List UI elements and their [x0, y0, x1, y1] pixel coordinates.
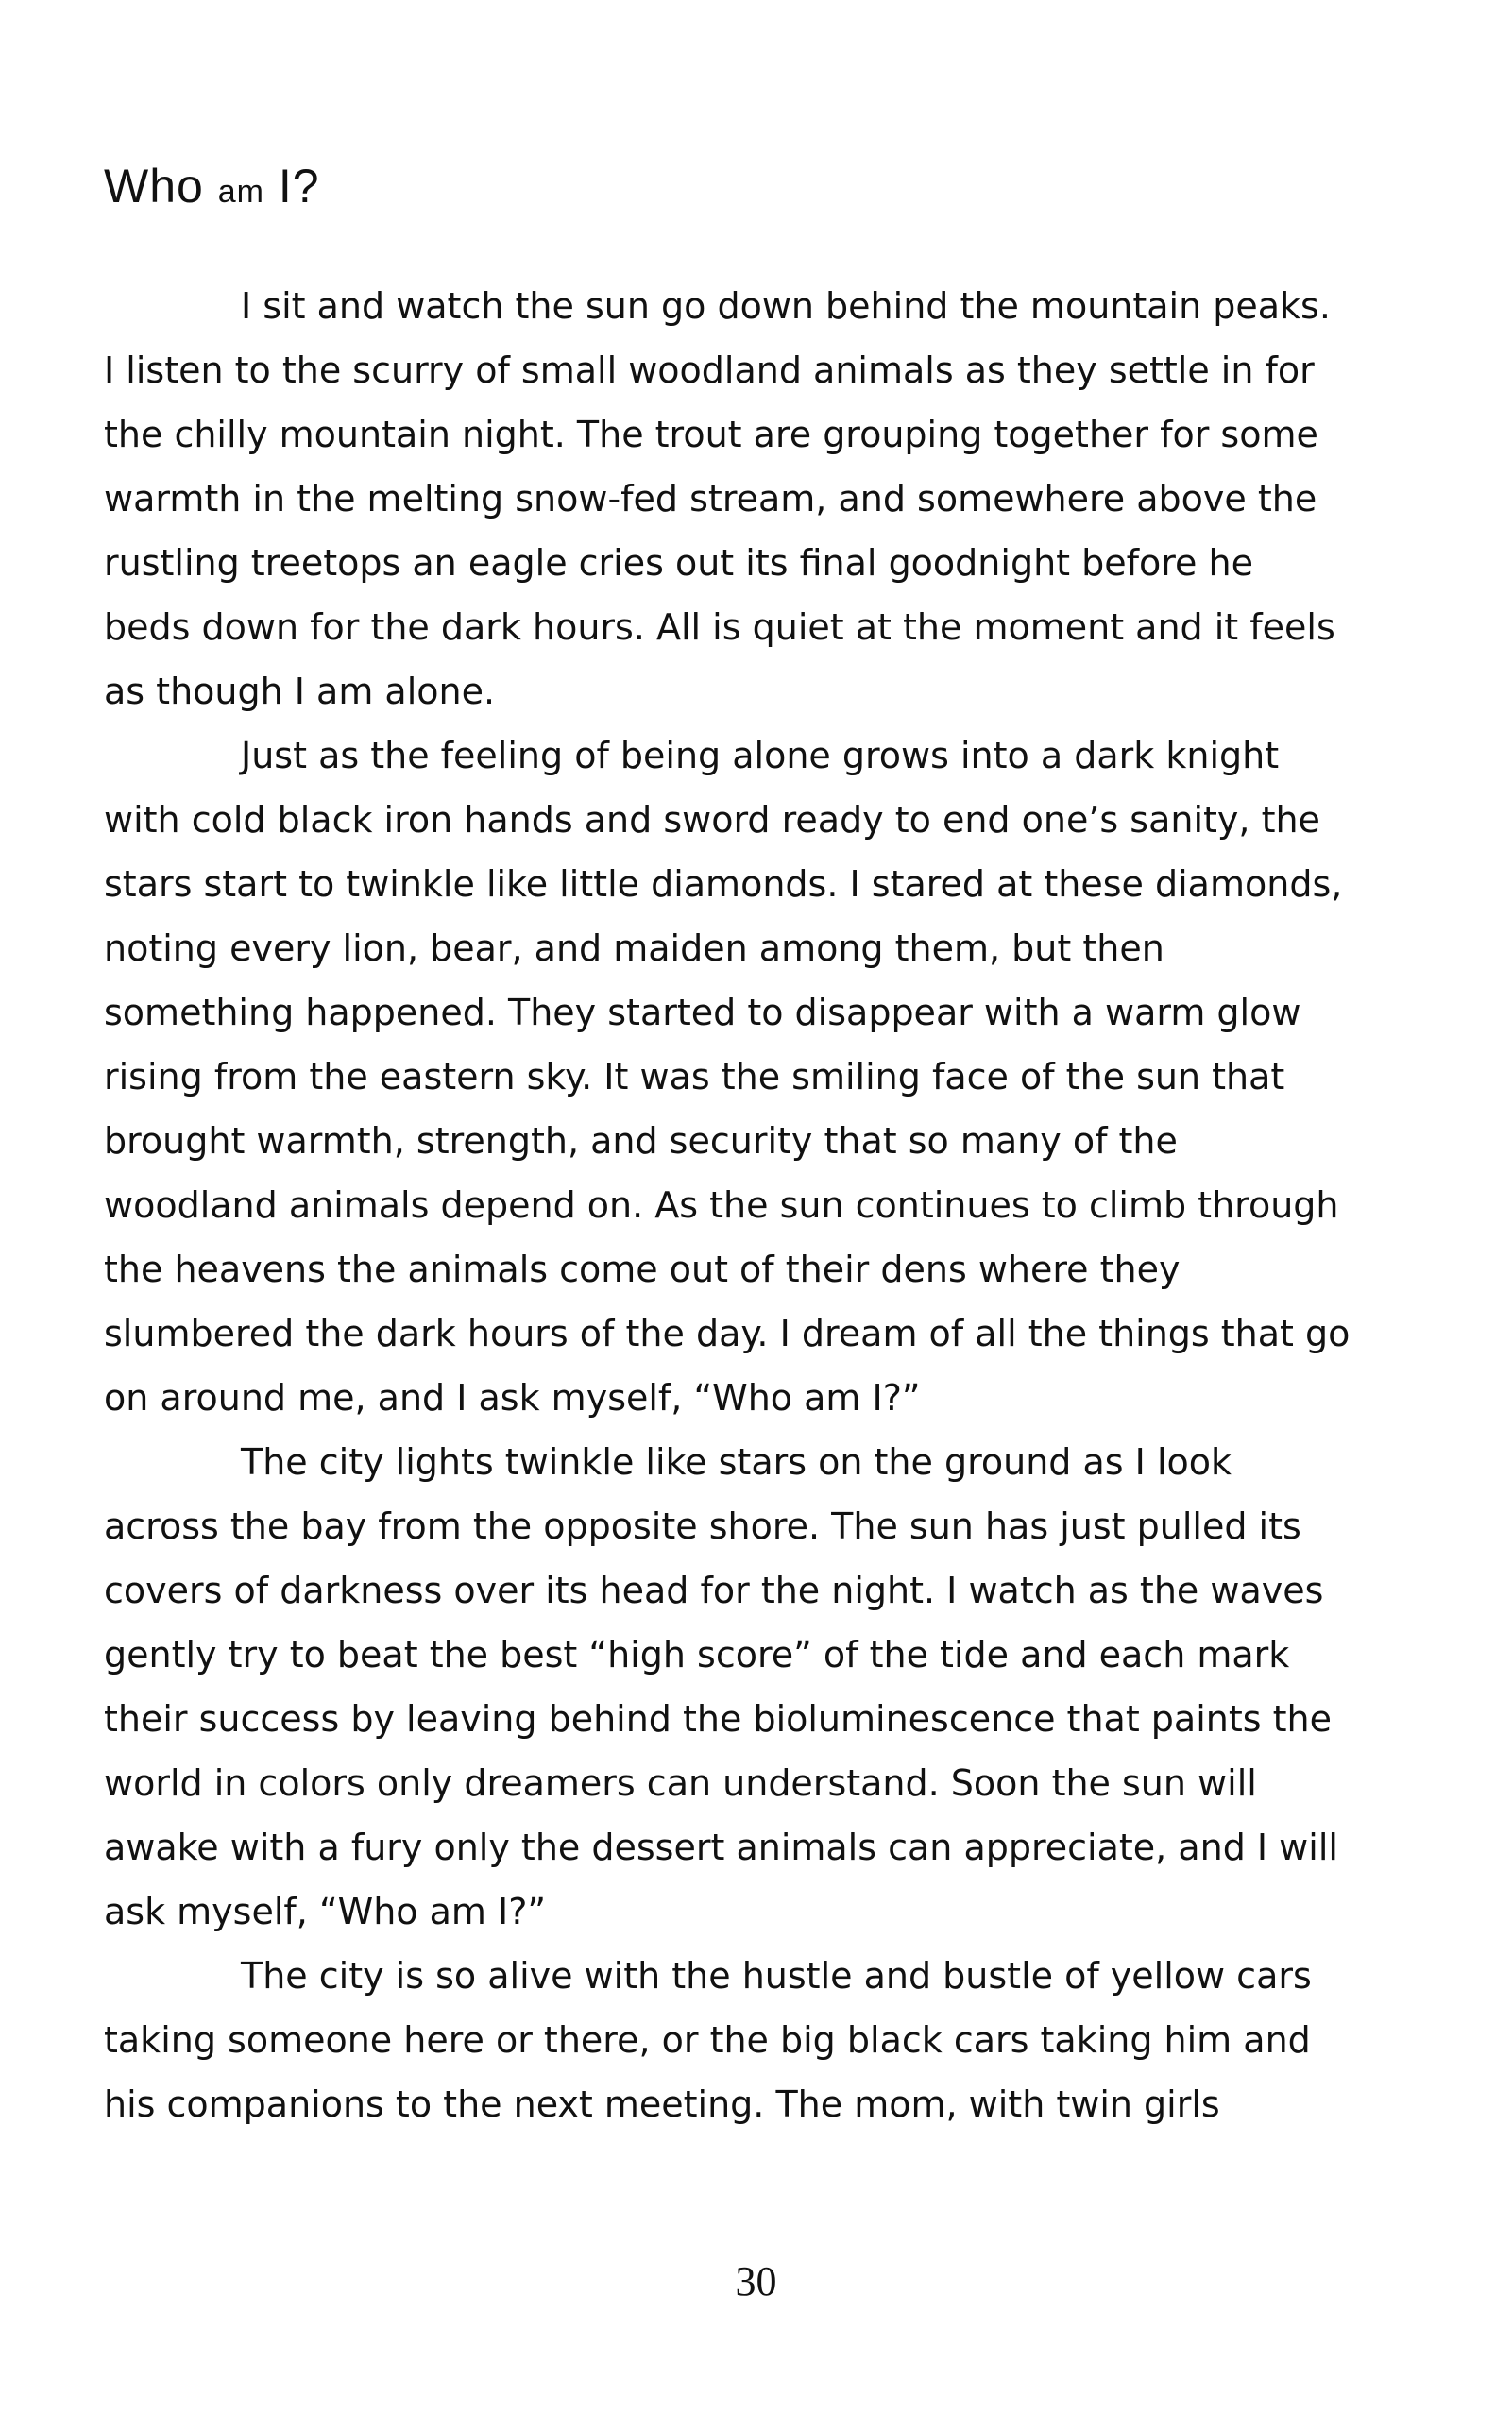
paragraph-bay: The city lights twinkle like stars on the ground as I look across the bay from the opposite shore. The sun has just pulled its covers of darkness over its head for the night. I watch as the waves gently try to beat the best “high score” of the tide and each mark their success by leaving behind the bioluminescence that paints the world in colors only dreamers can understand. Soon the sun will awake with a fury only the dessert animals can appreciate, and I will ask myself, “Who am I?” [104, 1441, 1338, 1932]
paragraph-stars: Just as the feeling of being alone grows into a dark knight with cold black iron hands and sword ready to end one’s sanity, the stars start to twinkle like little diamonds. I stared at these diamonds, noting every lion, bear, and maiden among them, but then something happened. They started to disappear with a warm glow rising from the eastern sky. It was the smiling face of the sun that brought warmth, strength, and security that so many of the woodland animals depend on. As the sun continues to climb through the heavens the animals come out of their dens where they slumbered the dark hours of the day. I dream of all the things that go on around me, and I ask myself, “Who am I?” [104, 735, 1351, 1419]
title-word-i: I? [278, 160, 320, 213]
paragraph-mountain: I sit and watch the sun go down behind the mountain peaks. I listen to the scurry of small woodland animals as they settle in for the chilly mountain night. The trout are grouping together for some warmth in the melting snow-fed stream, and somewhere above the rustling treetops an eagle cries out its final goodnight before he beds down for the dark hours. All is quiet at the moment and it feels as though I am alone. [104, 285, 1335, 712]
paragraph-city: The city is so alive with the hustle and bustle of yellow cars taking someone here or there, or the big black cars taking him and his companions to the next meeting. The mom, with twin girls [104, 1955, 1312, 2125]
body-text [104, 274, 1351, 2136]
page-number: 30 [735, 2258, 777, 2304]
chapter-title [104, 159, 320, 213]
title-word-who: Who [104, 160, 204, 213]
title-word-am: am [217, 174, 264, 210]
